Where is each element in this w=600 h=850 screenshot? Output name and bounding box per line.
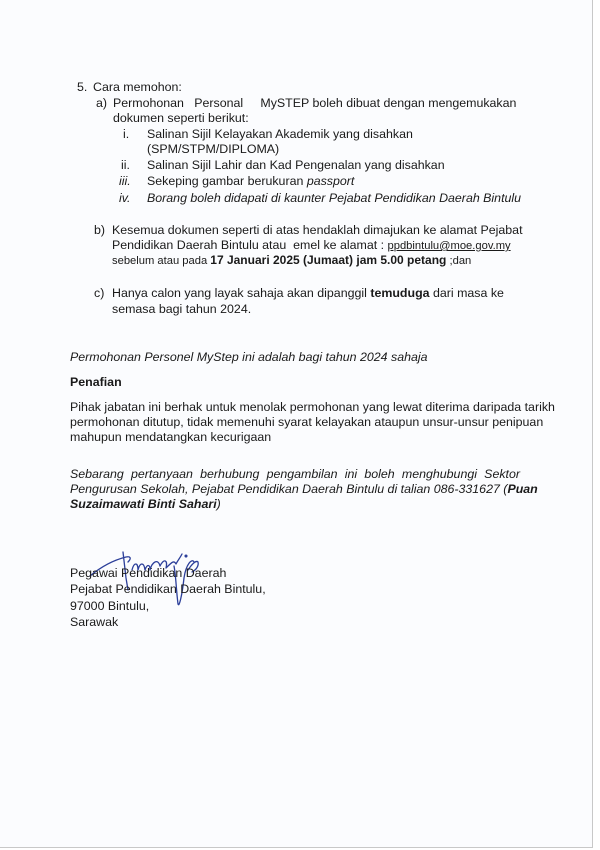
year-note: Permohonan Personel MyStep ini adalah bagi tahun 2024 sahaja [70,350,428,364]
office-name: Pejabat Pendidikan Daerah Bintulu, [70,582,266,596]
sub-item-marker: ii. [121,158,130,172]
item-a-marker: a) [96,96,108,110]
email-link[interactable]: ppdbintulu@moe.gov.my [387,240,511,252]
sub-item-marker: iv. [119,191,131,205]
item-c-line1 [112,286,504,301]
contact-line [70,482,538,497]
sub-item-text: Salinan Sijil Kelayakan Akademik yang disahkan [147,127,413,141]
contact-line [70,497,221,512]
sub-item-text: (SPM/STPM/DIPLOMA) [147,142,280,156]
contact-line3-post: ) [216,497,221,511]
item-c-line1-text: Hanya calon yang layak sahaja akan dipanggil [112,286,371,300]
contact-line: Sebarang pertanyaan berhubung pengambilan ini boleh menghubungi Sektor [70,467,520,481]
sub-item-marker: i. [123,127,130,141]
sub-item-text-pre: Sekeping gambar berukuran [147,174,307,188]
item-b-line2-text: Pendidikan Daerah Bintulu atau emel ke alamat : [112,238,388,252]
deadline: 17 Januari 2025 (Jumaat) jam 5.00 petang [210,253,447,267]
disclaimer-line: Pihak jabatan ini berhak untuk menolak permohonan yang lewat diterima daripada tarikh [70,400,555,414]
postcode-city: 97000 Bintulu, [70,599,150,613]
item-b-line1: Kesemua dokumen seperti di atas hendaklah dimajukan ke alamat Pejabat [112,223,523,237]
item-b-line3 [112,253,471,269]
item-c-marker: c) [94,286,105,300]
contact-line2-text: Pengurusan Sekolah, Pejabat Pendidikan Daerah Bintulu di talian 086-331627 ( [70,482,508,496]
item-a-line2: dokumen seperti berikut: [113,111,249,125]
item-c-line1-post: dari masa ke [429,286,504,300]
disclaimer-heading: Penafian [70,375,122,389]
state: Sarawak [70,615,119,629]
section-title: Cara memohon: [93,80,182,94]
signatory-title: Pegawai Pendidikan Daerah [70,566,227,580]
sub-item-marker: iii. [119,174,131,188]
section-number: 5. [77,80,88,94]
item-b-marker: b) [94,223,106,237]
signature-dot [185,555,187,557]
item-c-bold: temuduga [370,286,430,300]
sub-item-text [147,174,354,189]
disclaimer-line: permohonan ditutup, tidak memenuhi syarat kelayakan ataupun unsur-unsur penipuan [70,415,544,429]
sub-item-text: Salinan Sijil Lahir dan Kad Pengenalan yang disahkan [147,158,445,172]
item-c-line2: semasa bagi tahun 2024. [112,302,252,316]
contact-name: Suzaimawati Binti Sahari [70,497,217,511]
item-a-line1: Permohonan Personal MySTEP boleh dibuat dengan mengemukakan [113,96,517,110]
contact-name: Puan [507,482,538,496]
sub-item-text-italic: passport [306,174,355,188]
item-b-line3-text: sebelum atau pada [112,255,211,267]
item-b-line3-post: ;dan [446,255,472,267]
item-b-line2 [112,238,511,254]
sub-item-text: Borang boleh didapati di kaunter Pejabat Pendidikan Daerah Bintulu [147,191,522,205]
disclaimer-line: mahupun mendatangkan kecurigaan [70,430,272,444]
